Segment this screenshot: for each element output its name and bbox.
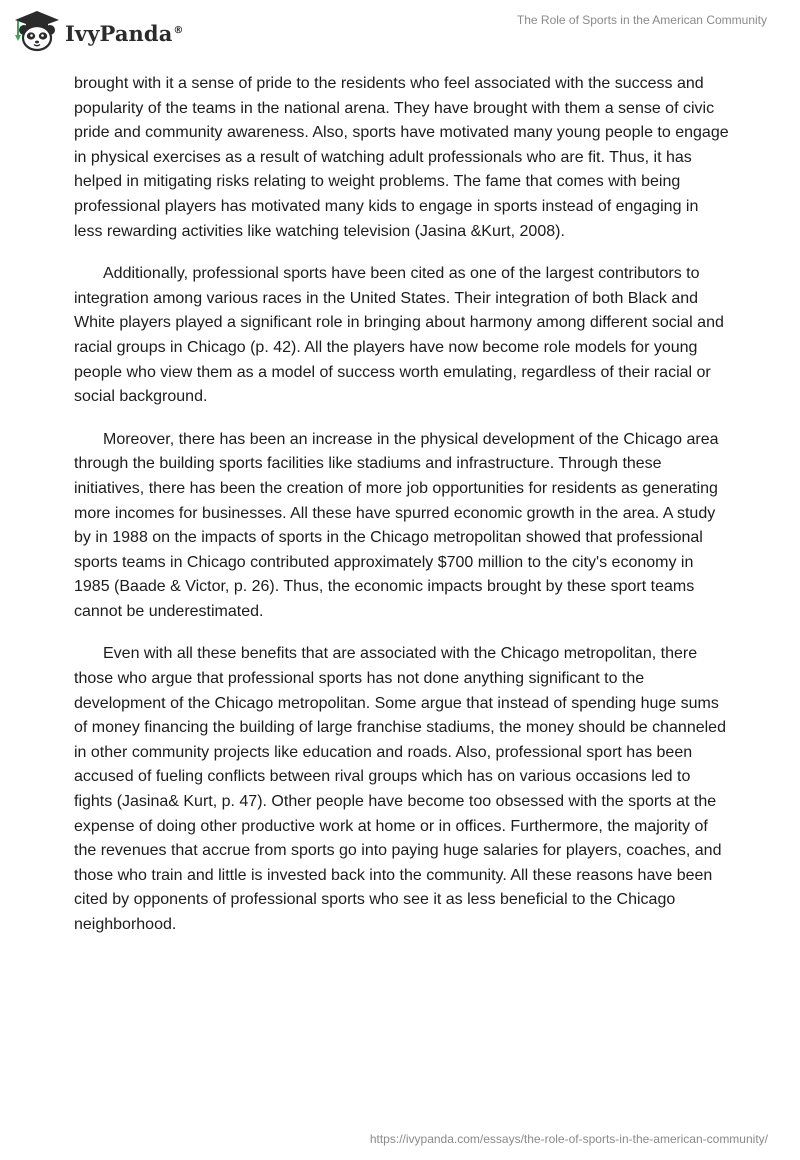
registered-mark: ®	[173, 24, 184, 36]
essay-body	[74, 72, 730, 956]
paragraph: Additionally, professional sports have been cited as one of the largest contributors to integration among various races in the United States. Their integration of both Black and White players played a significant role in bringing about harmony among different social and racial groups in Chicago (p. 42). All the players have now become role models for young people who view them as a model of success worth emulating, regardless of their racial or social background.	[74, 265, 724, 406]
paragraph: Moreover, there has been an increase in the physical development of the Chicago area through the building sports facilities like stadiums and infrastructure. Through these initiatives, there has been the creation of more job opportunities for residents as generating more incomes for businesses. All these have spurred economic growth in the area. A study by in 1988 on the impacts of sports in the Chicago metropolitan showed that professional sports teams in Chicago contributed approximately $700 million to the city's economy in 1985 (Baade & Victor, p. 26). Thus, the economic impacts brought by these sport teams cannot be underestimated.	[74, 430, 719, 620]
ivypanda-logo[interactable]	[13, 9, 184, 53]
document-title: The Role of Sports in the American Community	[516, 13, 767, 27]
source-url-link[interactable]: https://ivypanda.com/essays/the-role-of-sports-in-the-american-community/	[369, 1132, 768, 1146]
logo-wordmark	[65, 21, 184, 46]
paragraph: brought with it a sense of pride to the residents who feel associated with the success and popularity of the teams in the national arena. They have brought with them a sense of civic pride and community awareness. Also, sports have motivated many young people to engage in physical exercises as a result of watching adult professionals who are fit. Thus, it has helped in mitigating risks relating to weight problems. The fame that comes with being professional players has motivated many kids to engage in sports instead of engaging in less rewarding activities like watching television (Jasina &Kurt, 2008).	[74, 75, 729, 240]
page-header	[0, 0, 800, 70]
logo-name: IvyPanda	[65, 20, 173, 46]
panda-graduation-icon	[13, 9, 61, 53]
paragraph: Even with all these benefits that are associated with the Chicago metropolitan, there those who argue that professional sports has not done anything significant to the development of the Chicago metropolitan. Some argue that instead of spending huge sums of money financing the building of large franchise stadiums, the money should be channeled in other community projects like education and roads. Also, professional sport has been accused of fueling conflicts between rival groups which has on various occasions led to fights (Jasina& Kurt, p. 47). Other people have become too obsessed with the sports at the expense of doing other productive work at home or in offices. Furthermore, the majority of the revenues that accrue from sports go into paying huge salaries for players, coaches, and those who train and little is invested back into the community. All these reasons have been cited by opponents of professional sports who see it as less beneficial to the Chicago neighborhood.	[74, 645, 726, 933]
